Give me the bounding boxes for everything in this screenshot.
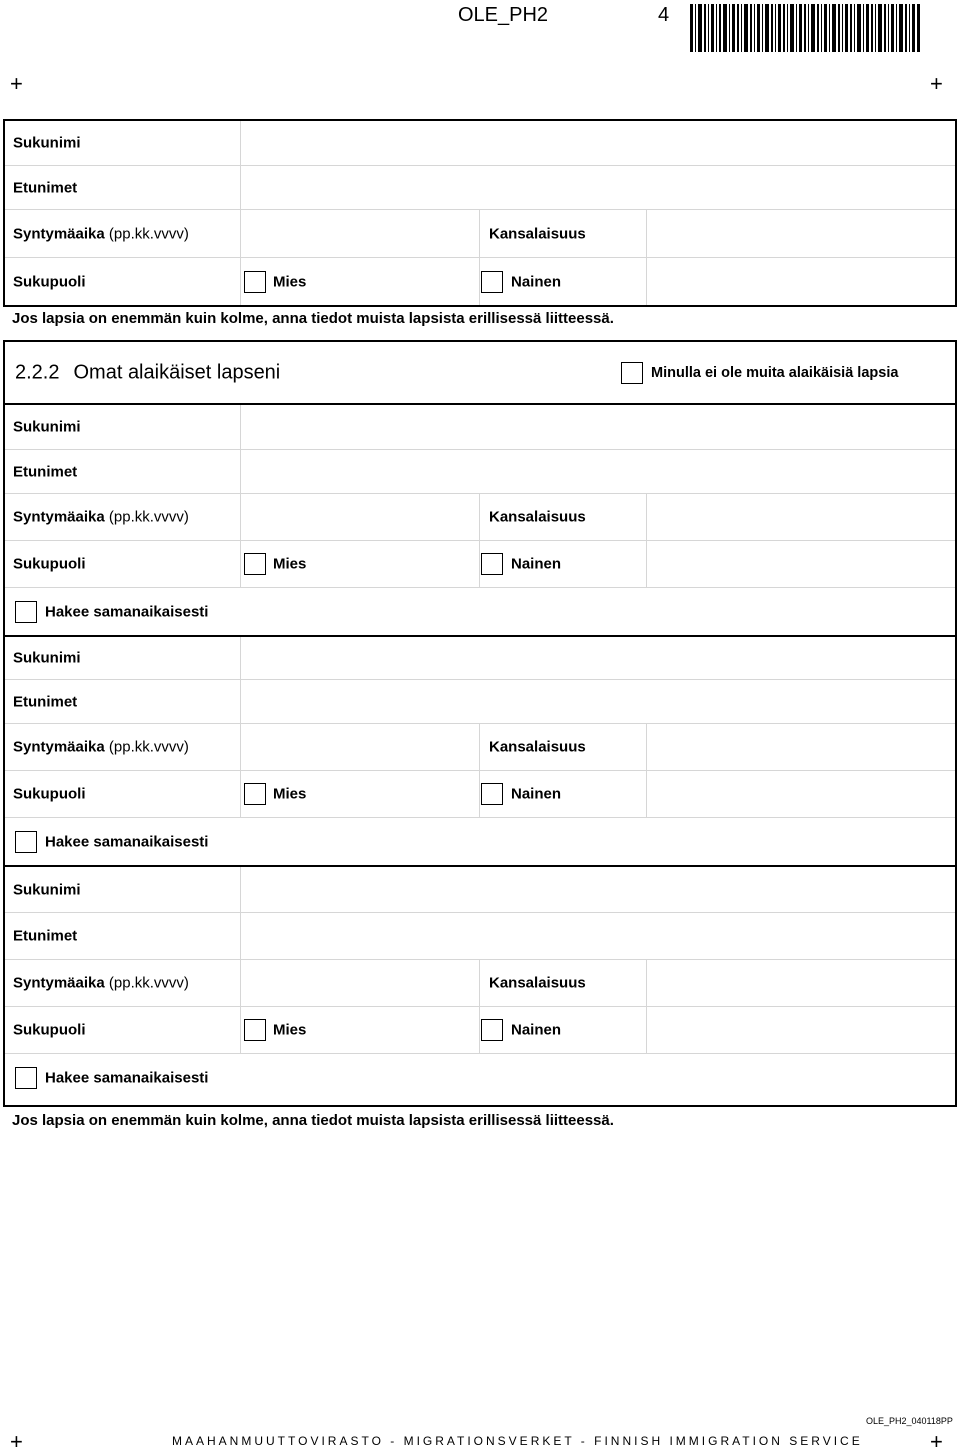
- child2-applies-row: [5, 817, 955, 865]
- applies-simultaneously-label: Hakee samanaikaisesti: [45, 1069, 209, 1086]
- male-checkbox[interactable]: [244, 271, 266, 293]
- surname-label: Sukunimi: [13, 134, 81, 152]
- female-checkbox[interactable]: [481, 783, 503, 805]
- birth-date-row: [5, 209, 955, 257]
- first-names-label: Etunimet: [13, 463, 78, 480]
- applies-simultaneously-label: Hakee samanaikaisesti: [45, 833, 209, 850]
- male-label: Mies: [273, 1021, 307, 1039]
- female-checkbox[interactable]: [481, 553, 503, 575]
- gender-label: Sukupuoli: [13, 785, 86, 803]
- child2-surname-row: [5, 635, 955, 679]
- surname-row: [5, 121, 955, 165]
- form-code: OLE_PH2: [458, 4, 549, 26]
- birth-date-label: Syntymäaika (pp.kk.vvvv): [13, 974, 189, 992]
- birth-date-label: Syntymäaika (pp.kk.vvvv): [13, 508, 189, 526]
- section-header: [5, 342, 955, 405]
- surname-label: Sukunimi: [13, 418, 81, 436]
- applies-simultaneously-checkbox[interactable]: [15, 1067, 37, 1089]
- citizenship-label: Kansalaisuus: [489, 225, 586, 242]
- more-children-note: Jos lapsia on enemmän kuin kolme, anna tiedot muista lapsista erillisessä liitteessä.: [12, 310, 614, 327]
- birth-date-label: Syntymäaika (pp.kk.vvvv): [13, 738, 189, 756]
- female-label: Nainen: [511, 273, 562, 290]
- section-own-minor-children: [3, 340, 957, 1107]
- child1-surname-row: [5, 405, 955, 449]
- female-label: Nainen: [511, 1021, 562, 1039]
- registration-mark-icon: +: [10, 71, 23, 96]
- male-label: Mies: [273, 555, 307, 573]
- surname-label: Sukunimi: [13, 881, 81, 898]
- first-names-row: [5, 165, 955, 209]
- surname-label: Sukunimi: [13, 649, 81, 667]
- child3-applies-row: [5, 1053, 955, 1101]
- child1-first-names-row: [5, 449, 955, 493]
- male-checkbox[interactable]: [244, 1019, 266, 1041]
- page-number: 4: [658, 4, 670, 26]
- footer-form-code: OLE_PH2_040118PP: [866, 1416, 953, 1426]
- first-names-label: Etunimet: [13, 179, 78, 196]
- child1-birth-date-row: [5, 493, 955, 540]
- no-other-children-label: Minulla ei ole muita alaikäisiä lapsia: [651, 364, 899, 381]
- child1-applies-row: [5, 587, 955, 635]
- gender-row: [5, 257, 955, 305]
- citizenship-label: Kansalaisuus: [489, 738, 586, 756]
- female-checkbox[interactable]: [481, 1019, 503, 1041]
- child2-birth-date-row: [5, 723, 955, 770]
- female-label: Nainen: [511, 555, 562, 573]
- citizenship-label: Kansalaisuus: [489, 974, 586, 992]
- child3-birth-date-row: [5, 959, 955, 1006]
- more-children-note: Jos lapsia on enemmän kuin kolme, anna tiedot muista lapsista erillisessä liitteessä.: [12, 1112, 614, 1129]
- female-label: Nainen: [511, 785, 562, 803]
- child3-gender-row: [5, 1006, 955, 1053]
- male-label: Mies: [273, 273, 307, 290]
- applies-simultaneously-label: Hakee samanaikaisesti: [45, 603, 209, 620]
- registration-mark-icon: +: [10, 1429, 23, 1452]
- gender-label: Sukupuoli: [13, 555, 86, 573]
- no-other-children-checkbox[interactable]: [621, 362, 643, 384]
- male-label: Mies: [273, 785, 307, 803]
- first-names-label: Etunimet: [13, 927, 78, 945]
- child3-first-names-row: [5, 912, 955, 959]
- first-names-label: Etunimet: [13, 693, 78, 710]
- male-checkbox[interactable]: [244, 783, 266, 805]
- gender-label: Sukupuoli: [13, 273, 86, 290]
- female-checkbox[interactable]: [481, 271, 503, 293]
- child1-gender-row: [5, 540, 955, 587]
- birth-date-label: Syntymäaika (pp.kk.vvvv): [13, 225, 189, 242]
- male-checkbox[interactable]: [244, 553, 266, 575]
- child-block-previous: [3, 119, 957, 307]
- citizenship-label: Kansalaisuus: [489, 508, 586, 526]
- applies-simultaneously-checkbox[interactable]: [15, 831, 37, 853]
- child2-gender-row: [5, 770, 955, 817]
- barcode-icon: [690, 4, 920, 54]
- child2-first-names-row: [5, 679, 955, 723]
- child3-surname-row: [5, 865, 955, 912]
- footer-agency-name: MAAHANMUUTTOVIRASTO - MIGRATIONSVERKET - FINNISH IMMIGRATION SERVICE: [172, 1434, 863, 1448]
- gender-label: Sukupuoli: [13, 1021, 86, 1039]
- applies-simultaneously-checkbox[interactable]: [15, 601, 37, 623]
- registration-mark-icon: +: [930, 71, 943, 96]
- section-title: 2.2.2 Omat alaikäiset lapseni: [15, 361, 281, 383]
- registration-mark-icon: +: [930, 1429, 943, 1452]
